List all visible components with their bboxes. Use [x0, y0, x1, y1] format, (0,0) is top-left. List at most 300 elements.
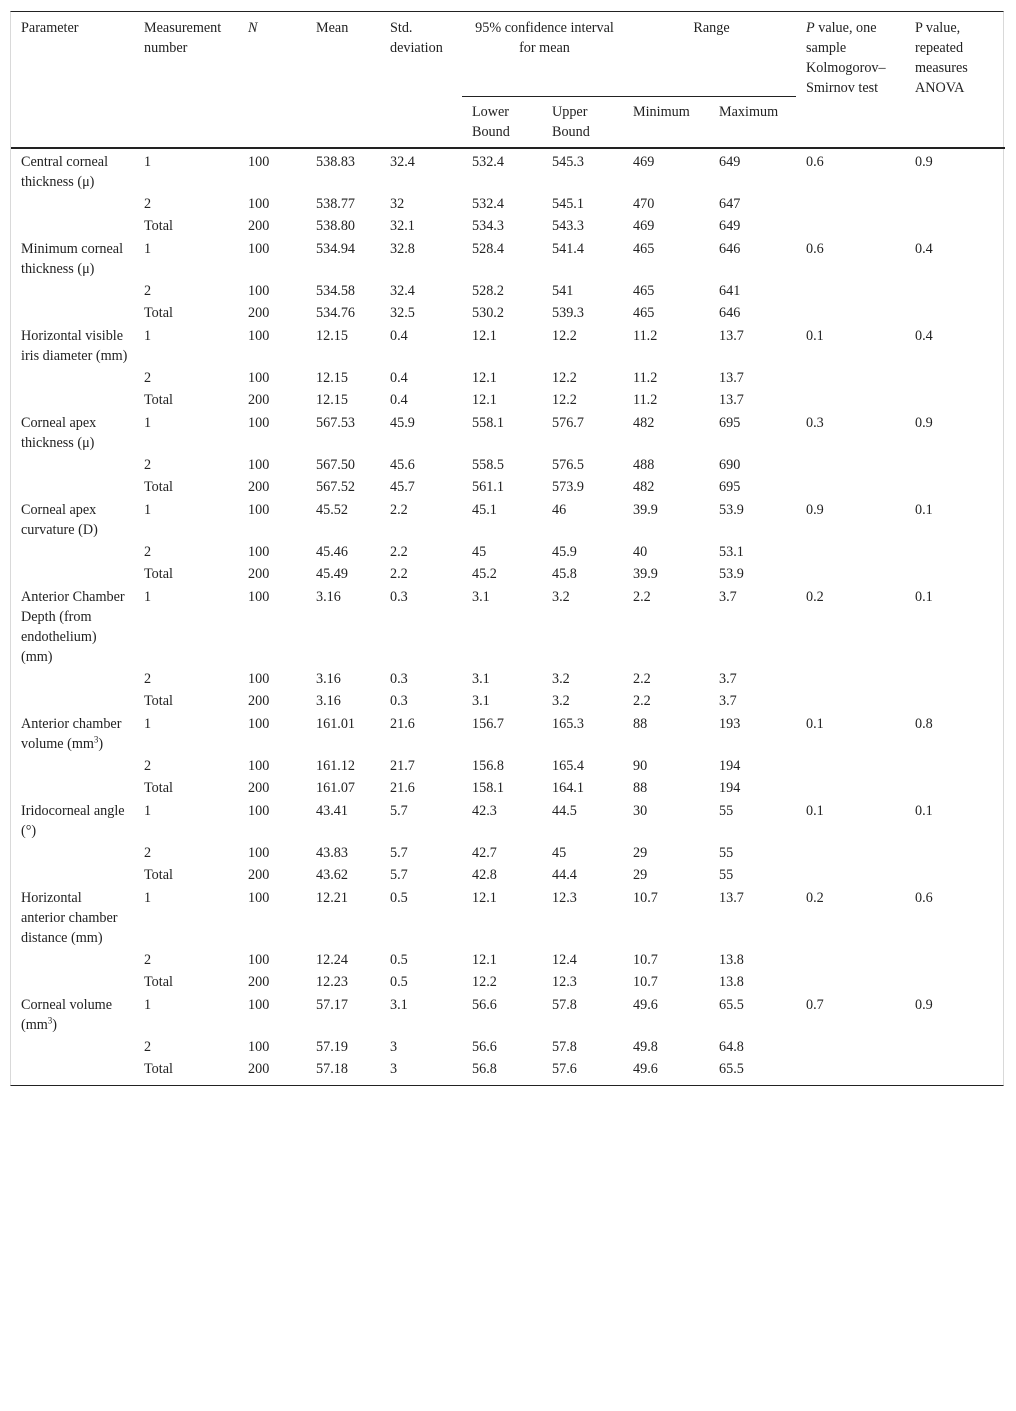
table-row: [11, 1035, 1005, 1057]
cell-std: 0.5: [390, 890, 408, 906]
cell-parameter: [11, 841, 134, 863]
table-row: [11, 279, 1005, 301]
cell-mean: 567.50: [316, 457, 356, 473]
cell-min: 2.2: [633, 589, 651, 605]
cell-min: 488: [633, 457, 655, 473]
cell-parameter: [11, 970, 134, 992]
cell-max: 3.7: [719, 671, 737, 687]
cell-max: 13.8: [719, 952, 744, 968]
cell-max: 695: [719, 479, 741, 495]
cell-max: 53.9: [719, 566, 744, 582]
cell-n: 200: [248, 974, 270, 990]
cell-mean: 12.24: [316, 952, 348, 968]
cell-measurement: Total: [144, 218, 173, 234]
cell-measurement: Total: [144, 566, 173, 582]
cell-ci-upper: 539.3: [552, 305, 584, 321]
cell-n: 100: [248, 890, 270, 906]
cell-max: 55: [719, 803, 734, 819]
cell-measurement: 1: [144, 415, 152, 431]
cell-max: 194: [719, 780, 741, 796]
cell-mean: 538.83: [316, 154, 356, 170]
cell-parameter: [11, 366, 134, 388]
cell-n: 200: [248, 1061, 270, 1077]
cell-ci-lower: 12.2: [472, 974, 497, 990]
cell-parameter: [11, 798, 134, 841]
cell-ci-upper: 541: [552, 283, 574, 299]
cell-p-ks: [796, 970, 905, 992]
cell-ci-upper: 57.8: [552, 1039, 577, 1055]
cell-ci-lower: 45.1: [472, 502, 497, 518]
cell-p-anova: [905, 1057, 1005, 1085]
cell-p-anova: [905, 562, 1005, 584]
cell-n: 100: [248, 457, 270, 473]
cell-p-ks: [796, 863, 905, 885]
cell-p-anova: 0.4: [915, 241, 933, 257]
cell-max: 647: [719, 196, 741, 212]
cell-p-anova: [905, 841, 1005, 863]
cell-p-anova: 0.1: [915, 589, 933, 605]
table-row: [11, 475, 1005, 497]
cell-measurement: 1: [144, 241, 152, 257]
cell-mean: 538.80: [316, 218, 356, 234]
cell-mean: 12.21: [316, 890, 348, 906]
cell-std: 2.2: [390, 502, 408, 518]
cell-mean: 57.19: [316, 1039, 348, 1055]
cell-n: 200: [248, 780, 270, 796]
cell-parameter: [11, 279, 134, 301]
cell-ci-lower: 534.3: [472, 218, 504, 234]
cell-parameter: [11, 214, 134, 236]
cell-p-anova: [905, 1035, 1005, 1057]
cell-ci-lower: 56.6: [472, 1039, 497, 1055]
cell-parameter: [11, 410, 134, 453]
cell-mean: 45.52: [316, 502, 348, 518]
cell-max: 3.7: [719, 589, 737, 605]
cell-parameter: [11, 475, 134, 497]
cell-ci-lower: 12.1: [472, 328, 497, 344]
cell-max: 65.5: [719, 1061, 744, 1077]
cell-measurement: Total: [144, 305, 173, 321]
cell-min: 469: [633, 218, 655, 234]
cell-parameter: [11, 388, 134, 410]
cell-parameter: [11, 192, 134, 214]
cell-max: 3.7: [719, 693, 737, 709]
cell-ci-lower: 528.4: [472, 241, 504, 257]
cell-ci-upper: 545.1: [552, 196, 584, 212]
cell-ci-lower: 532.4: [472, 196, 504, 212]
cell-measurement: Total: [144, 693, 173, 709]
header-std-deviation: Std. deviation: [390, 20, 443, 56]
table-row: [11, 148, 1005, 192]
cell-n: 200: [248, 392, 270, 408]
cell-n: 100: [248, 544, 270, 560]
cell-min: 40: [633, 544, 648, 560]
cell-std: 21.6: [390, 716, 415, 732]
cell-parameter: [11, 562, 134, 584]
cell-ci-upper: 165.3: [552, 716, 584, 732]
cell-n: 100: [248, 196, 270, 212]
cell-std: 3: [390, 1039, 398, 1055]
cell-max: 13.7: [719, 328, 744, 344]
parameter-label: Minimum corneal thickness (μ): [21, 241, 124, 277]
cell-measurement: 2: [144, 457, 152, 473]
header-p-value-ks: [796, 12, 905, 148]
cell-min: 29: [633, 867, 648, 883]
cell-parameter: [11, 236, 134, 279]
cell-min: 88: [633, 716, 648, 732]
cell-max: 53.1: [719, 544, 744, 560]
cell-p-anova: [905, 863, 1005, 885]
cell-std: 2.2: [390, 566, 408, 582]
cell-ci-upper: 57.6: [552, 1061, 577, 1077]
cell-ci-upper: 12.3: [552, 890, 577, 906]
cell-p-ks: 0.1: [806, 716, 824, 732]
cell-p-ks: 0.1: [806, 328, 824, 344]
cell-p-ks: 0.6: [806, 154, 824, 170]
cell-parameter: [11, 301, 134, 323]
parameter-superscript: 3: [47, 1015, 53, 1026]
cell-n: 100: [248, 1039, 270, 1055]
header-n-text: N: [248, 20, 258, 36]
cell-p-anova: [905, 192, 1005, 214]
cell-p-anova: [905, 214, 1005, 236]
cell-min: 49.6: [633, 1061, 658, 1077]
cell-std: 5.7: [390, 867, 408, 883]
cell-mean: 57.17: [316, 997, 348, 1013]
cell-min: 470: [633, 196, 655, 212]
cell-ci-upper: 12.3: [552, 974, 577, 990]
data-table-container: [10, 11, 1004, 1086]
cell-min: 39.9: [633, 566, 658, 582]
cell-max: 641: [719, 283, 741, 299]
parameter-label: Horizontal visible iris diameter (mm): [21, 328, 128, 364]
cell-p-ks: [796, 453, 905, 475]
cell-measurement: 1: [144, 589, 152, 605]
cell-p-ks: [796, 667, 905, 689]
cell-n: 200: [248, 867, 270, 883]
cell-min: 10.7: [633, 890, 658, 906]
cell-p-anova: [905, 388, 1005, 410]
cell-ci-lower: 530.2: [472, 305, 504, 321]
cell-measurement: 2: [144, 1039, 152, 1055]
cell-min: 88: [633, 780, 648, 796]
cell-parameter: [11, 948, 134, 970]
table-row: [11, 798, 1005, 841]
table-row: [11, 841, 1005, 863]
cell-parameter: [11, 689, 134, 711]
table-body: [11, 148, 1005, 1085]
cell-max: 65.5: [719, 997, 744, 1013]
cell-mean: 161.12: [316, 758, 356, 774]
cell-std: 32.4: [390, 154, 415, 170]
cell-parameter: [11, 497, 134, 540]
cell-std: 0.3: [390, 671, 408, 687]
table-frame: [10, 11, 1004, 1086]
parameter-label: Corneal apex curvature (D): [21, 502, 98, 538]
cell-min: 11.2: [633, 370, 658, 386]
cell-measurement: Total: [144, 867, 173, 883]
cell-measurement: 1: [144, 716, 152, 732]
cell-p-ks: 0.2: [806, 890, 824, 906]
cell-std: 0.3: [390, 589, 408, 605]
cell-ci-lower: 532.4: [472, 154, 504, 170]
cell-mean: 12.15: [316, 370, 348, 386]
cell-min: 10.7: [633, 952, 658, 968]
cell-n: 100: [248, 283, 270, 299]
cell-p-ks: [796, 776, 905, 798]
cell-ci-lower: 12.1: [472, 370, 497, 386]
header-ci-upper: Upper Bound: [542, 97, 623, 149]
cell-ci-lower: 45: [472, 544, 487, 560]
cell-n: 100: [248, 241, 270, 257]
parameter-label: Iridocorneal angle (°): [21, 803, 125, 839]
header-range-max: Maximum: [709, 97, 796, 149]
cell-ci-upper: 3.2: [552, 693, 570, 709]
header-range-min: Minimum: [623, 97, 709, 149]
cell-mean: 45.46: [316, 544, 348, 560]
cell-mean: 534.76: [316, 305, 356, 321]
cell-ci-upper: 12.4: [552, 952, 577, 968]
cell-ci-upper: 12.2: [552, 392, 577, 408]
cell-p-anova: [905, 689, 1005, 711]
table-row: [11, 323, 1005, 366]
cell-ci-lower: 3.1: [472, 589, 490, 605]
cell-mean: 45.49: [316, 566, 348, 582]
cell-ci-lower: 558.5: [472, 457, 504, 473]
cell-mean: 3.16: [316, 693, 341, 709]
cell-n: 200: [248, 305, 270, 321]
header-parameter: Parameter: [21, 20, 79, 36]
cell-mean: 161.01: [316, 716, 356, 732]
cell-ci-upper: 165.4: [552, 758, 584, 774]
cell-ci-lower: 42.3: [472, 803, 497, 819]
cell-ci-upper: 57.8: [552, 997, 577, 1013]
cell-std: 32.8: [390, 241, 415, 257]
cell-p-ks: 0.2: [806, 589, 824, 605]
cell-max: 55: [719, 845, 734, 861]
cell-p-anova: [905, 754, 1005, 776]
cell-min: 49.8: [633, 1039, 658, 1055]
cell-n: 200: [248, 693, 270, 709]
cell-ci-upper: 573.9: [552, 479, 584, 495]
cell-p-anova: [905, 279, 1005, 301]
cell-ci-upper: 45.8: [552, 566, 577, 582]
cell-std: 45.9: [390, 415, 415, 431]
cell-ci-lower: 12.1: [472, 952, 497, 968]
cell-max: 646: [719, 241, 741, 257]
table-row: [11, 192, 1005, 214]
table-row: [11, 214, 1005, 236]
cell-ci-upper: 46: [552, 502, 567, 518]
table-row: [11, 562, 1005, 584]
cell-measurement: 2: [144, 952, 152, 968]
header-p-value-anova: P value, repeated measures ANOVA: [915, 20, 968, 96]
cell-n: 100: [248, 803, 270, 819]
cell-ci-upper: 45: [552, 845, 567, 861]
cell-max: 649: [719, 154, 741, 170]
cell-min: 465: [633, 305, 655, 321]
cell-parameter: [11, 776, 134, 798]
cell-max: 690: [719, 457, 741, 473]
cell-p-ks: [796, 388, 905, 410]
measurement-table: [11, 12, 1005, 1085]
cell-p-ks: [796, 562, 905, 584]
table-row: [11, 366, 1005, 388]
cell-p-ks: [796, 366, 905, 388]
cell-ci-upper: 545.3: [552, 154, 584, 170]
cell-p-ks: 0.1: [806, 803, 824, 819]
cell-p-anova: 0.9: [915, 154, 933, 170]
cell-max: 55: [719, 867, 734, 883]
cell-ci-lower: 56.6: [472, 997, 497, 1013]
table-row: [11, 236, 1005, 279]
cell-n: 200: [248, 566, 270, 582]
cell-p-ks: [796, 689, 905, 711]
cell-measurement: Total: [144, 1061, 173, 1077]
cell-max: 649: [719, 218, 741, 234]
cell-p-anova: 0.9: [915, 997, 933, 1013]
cell-std: 0.3: [390, 693, 408, 709]
parameter-label: Anterior chamber volume (mm: [21, 716, 122, 752]
cell-max: 13.7: [719, 370, 744, 386]
cell-parameter: [11, 754, 134, 776]
cell-ci-lower: 42.7: [472, 845, 497, 861]
cell-std: 32.5: [390, 305, 415, 321]
cell-mean: 57.18: [316, 1061, 348, 1077]
parameter-label: Corneal volume (mm: [21, 997, 113, 1033]
cell-min: 49.6: [633, 997, 658, 1013]
cell-mean: 161.07: [316, 780, 356, 796]
cell-min: 482: [633, 415, 655, 431]
cell-p-ks: 0.3: [806, 415, 824, 431]
cell-p-ks: [796, 540, 905, 562]
cell-mean: 12.15: [316, 328, 348, 344]
table-header: [11, 12, 1005, 148]
cell-measurement: Total: [144, 974, 173, 990]
cell-min: 90: [633, 758, 648, 774]
cell-ci-upper: 541.4: [552, 241, 584, 257]
cell-p-anova: 0.1: [915, 803, 933, 819]
header-mean: Mean: [316, 20, 349, 36]
cell-p-anova: 0.9: [915, 415, 933, 431]
cell-p-anova: [905, 540, 1005, 562]
cell-p-ks: [796, 1057, 905, 1085]
cell-p-anova: [905, 667, 1005, 689]
cell-measurement: Total: [144, 479, 173, 495]
table-row: [11, 863, 1005, 885]
cell-n: 200: [248, 218, 270, 234]
cell-ci-upper: 12.2: [552, 370, 577, 386]
cell-mean: 567.52: [316, 479, 356, 495]
header-p-ks-italic: P: [806, 20, 815, 36]
cell-measurement: 1: [144, 502, 152, 518]
table-row: [11, 388, 1005, 410]
cell-measurement: 2: [144, 671, 152, 687]
cell-ci-lower: 558.1: [472, 415, 504, 431]
cell-measurement: Total: [144, 392, 173, 408]
cell-max: 53.9: [719, 502, 744, 518]
cell-mean: 43.41: [316, 803, 348, 819]
cell-p-ks: [796, 1035, 905, 1057]
table-row: [11, 754, 1005, 776]
cell-measurement: 2: [144, 544, 152, 560]
cell-p-ks: 0.7: [806, 997, 824, 1013]
cell-measurement: 1: [144, 154, 152, 170]
cell-min: 29: [633, 845, 648, 861]
cell-std: 21.6: [390, 780, 415, 796]
cell-max: 194: [719, 758, 741, 774]
cell-max: 193: [719, 716, 741, 732]
cell-mean: 538.77: [316, 196, 356, 212]
table-row: [11, 948, 1005, 970]
cell-parameter: [11, 584, 134, 667]
cell-ci-upper: 44.5: [552, 803, 577, 819]
cell-ci-lower: 156.8: [472, 758, 504, 774]
table-row: [11, 540, 1005, 562]
parameter-label: Central corneal thickness (μ): [21, 154, 109, 190]
cell-std: 0.5: [390, 974, 408, 990]
table-row: [11, 776, 1005, 798]
cell-ci-lower: 12.1: [472, 392, 497, 408]
header-p-ks-text: value, one sample Kolmogorov–Smirnov test: [806, 20, 886, 96]
cell-std: 5.7: [390, 845, 408, 861]
cell-mean: 43.83: [316, 845, 348, 861]
cell-ci-upper: 12.2: [552, 328, 577, 344]
cell-n: 100: [248, 502, 270, 518]
cell-measurement: Total: [144, 780, 173, 796]
cell-p-anova: [905, 475, 1005, 497]
parameter-suffix: ): [98, 736, 104, 752]
cell-std: 45.7: [390, 479, 415, 495]
cell-min: 465: [633, 283, 655, 299]
cell-min: 2.2: [633, 671, 651, 687]
cell-std: 32: [390, 196, 405, 212]
cell-measurement: 1: [144, 328, 152, 344]
cell-mean: 567.53: [316, 415, 356, 431]
table-row: [11, 885, 1005, 948]
table-row: [11, 584, 1005, 667]
cell-p-anova: 0.6: [915, 890, 933, 906]
cell-parameter: [11, 323, 134, 366]
cell-measurement: 2: [144, 758, 152, 774]
parameter-label: Anterior Chamber Depth (from endothelium) (mm): [21, 589, 125, 665]
cell-std: 21.7: [390, 758, 415, 774]
table-row: [11, 970, 1005, 992]
cell-n: 100: [248, 154, 270, 170]
cell-ci-upper: 576.5: [552, 457, 584, 473]
cell-ci-lower: 156.7: [472, 716, 504, 732]
cell-std: 3: [390, 1061, 398, 1077]
cell-n: 100: [248, 758, 270, 774]
table-row: [11, 453, 1005, 475]
cell-ci-upper: 576.7: [552, 415, 584, 431]
cell-mean: 12.23: [316, 974, 348, 990]
cell-max: 64.8: [719, 1039, 744, 1055]
header-ci-lower: Lower Bound: [462, 97, 542, 149]
cell-p-anova: [905, 301, 1005, 323]
cell-std: 45.6: [390, 457, 415, 473]
cell-measurement: 2: [144, 283, 152, 299]
cell-std: 3.1: [390, 997, 408, 1013]
cell-mean: 12.15: [316, 392, 348, 408]
parameter-superscript: 3: [93, 734, 99, 745]
table-row: [11, 689, 1005, 711]
cell-p-anova: [905, 948, 1005, 970]
table-row: [11, 667, 1005, 689]
cell-min: 11.2: [633, 328, 658, 344]
cell-n: 100: [248, 671, 270, 687]
cell-measurement: 1: [144, 997, 152, 1013]
